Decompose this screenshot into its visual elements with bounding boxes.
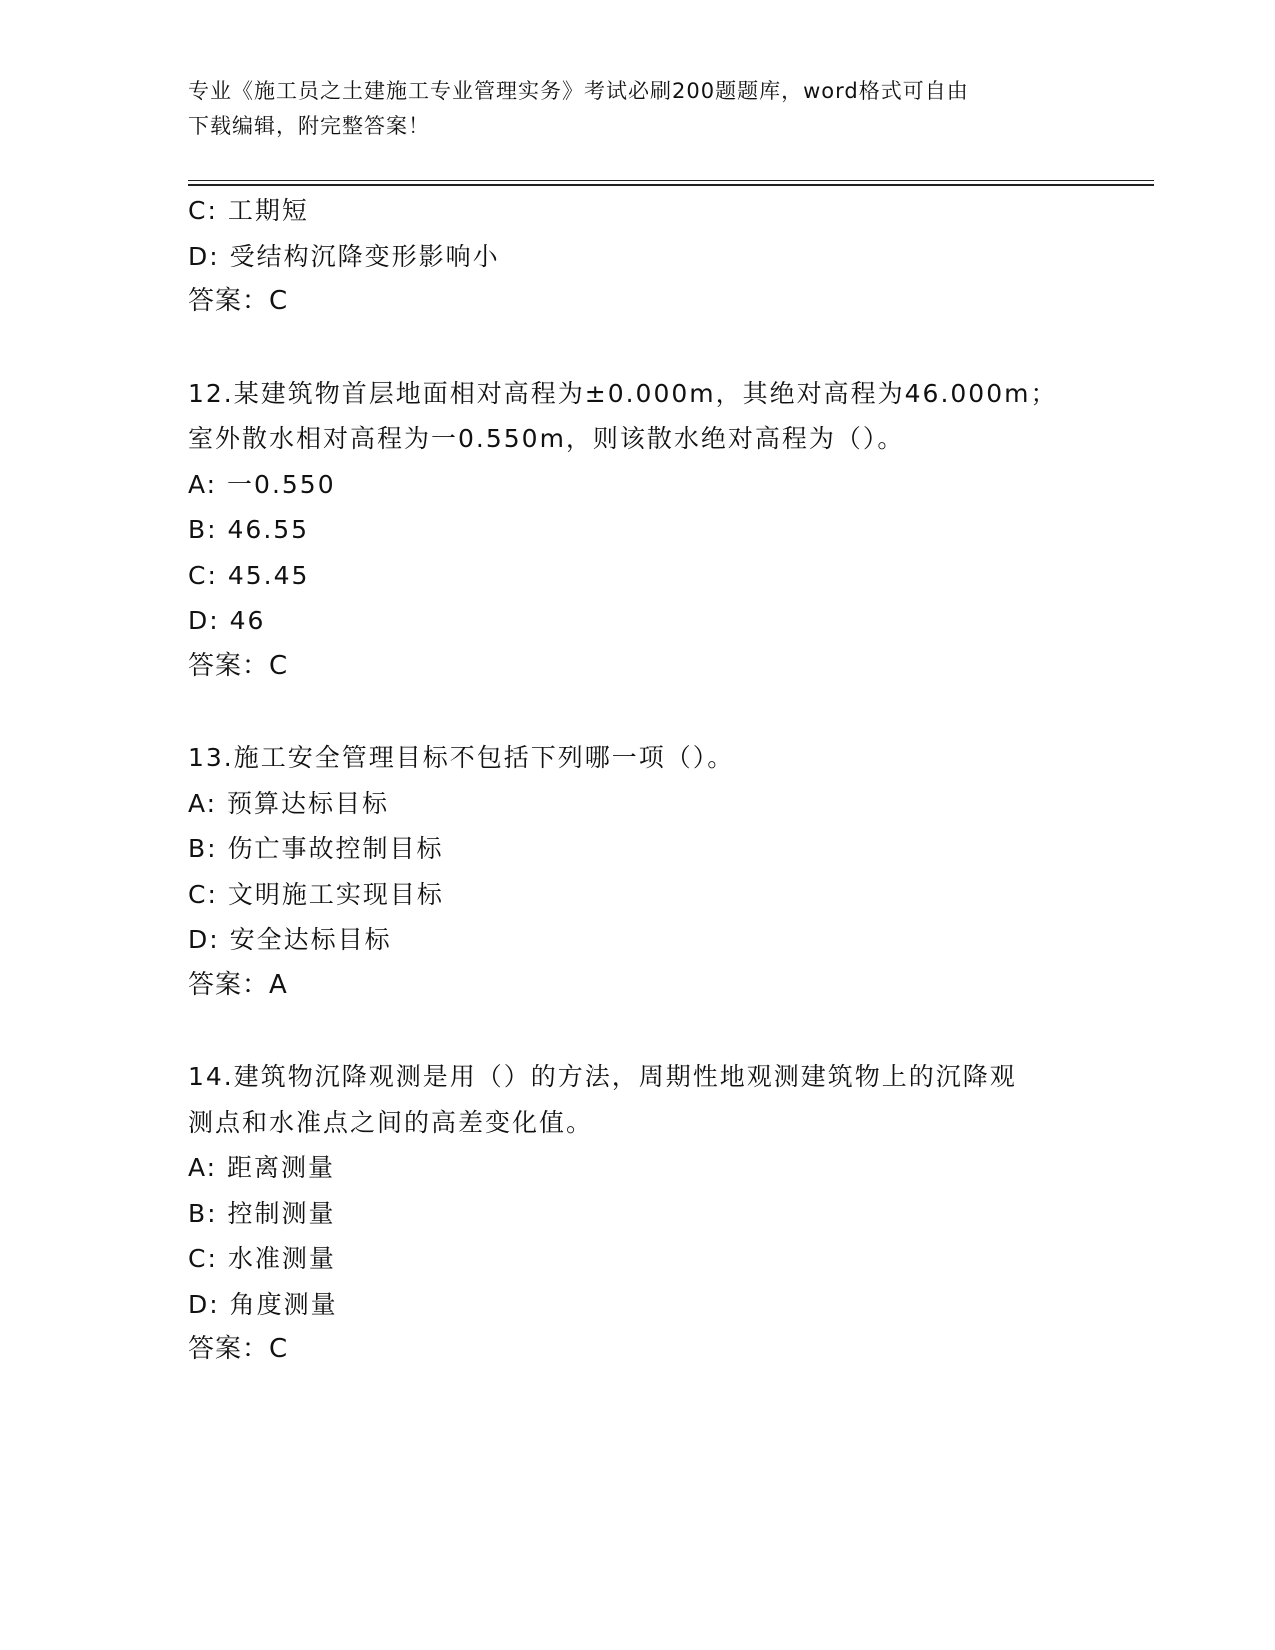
option-a: A: 一0.550 (188, 469, 336, 499)
header-line-1: 专业《施工员之土建施工专业管理实务》考试必刷200题题库，word格式可自由 (188, 79, 969, 103)
option-c: C: 文明施工实现目标 (188, 879, 444, 909)
question-list (188, 188, 1088, 1373)
question-14 (188, 1054, 1088, 1373)
spacer (188, 689, 1088, 735)
option-c: C: 45.45 (188, 560, 310, 590)
option-d: D: 角度测量 (188, 1289, 338, 1319)
option-c: C: 工期短 (188, 196, 309, 225)
option-b: B: 控制测量 (188, 1198, 336, 1228)
option-d: D: 受结构沉降变形影响小 (188, 241, 500, 271)
header-divider-bottom (188, 184, 1154, 186)
spacer (188, 1008, 1088, 1054)
question-11-tail (188, 188, 1088, 325)
header-line-2: 下载编辑，附完整答案！ (188, 114, 430, 138)
question-text: 12.某建筑物首层地面相对高程为±0.000m，其绝对高程为46.000m； (188, 378, 1058, 408)
option-a: A: 距离测量 (188, 1153, 336, 1182)
spacer (188, 325, 1088, 371)
answer: 答案：C (188, 286, 289, 316)
option-b: B: 伤亡事故控制目标 (188, 834, 444, 863)
option-d: D: 安全达标目标 (188, 925, 392, 954)
option-a: A: 预算达标目标 (188, 788, 390, 818)
question-text: 14.建筑物沉降观测是用（）的方法，周期性地观测建筑物上的沉降观 (188, 1062, 1017, 1091)
header-divider-top (188, 180, 1154, 181)
question-12 (188, 371, 1088, 690)
question-text: 室外散水相对高程为一0.550m，则该散水绝对高程为（）。 (188, 424, 905, 453)
option-c: C: 水准测量 (188, 1244, 336, 1273)
option-b: B: 46.55 (188, 515, 310, 544)
question-text: 13.施工安全管理目标不包括下列哪一项（）。 (188, 743, 735, 772)
question-13 (188, 735, 1088, 1008)
question-text: 测点和水准点之间的高差变化值。 (188, 1107, 594, 1137)
answer: 答案：A (188, 969, 288, 1000)
answer: 答案：C (188, 650, 289, 681)
document-header (188, 74, 1088, 144)
answer: 答案：C (188, 1334, 289, 1364)
option-d: D: 46 (188, 606, 266, 635)
